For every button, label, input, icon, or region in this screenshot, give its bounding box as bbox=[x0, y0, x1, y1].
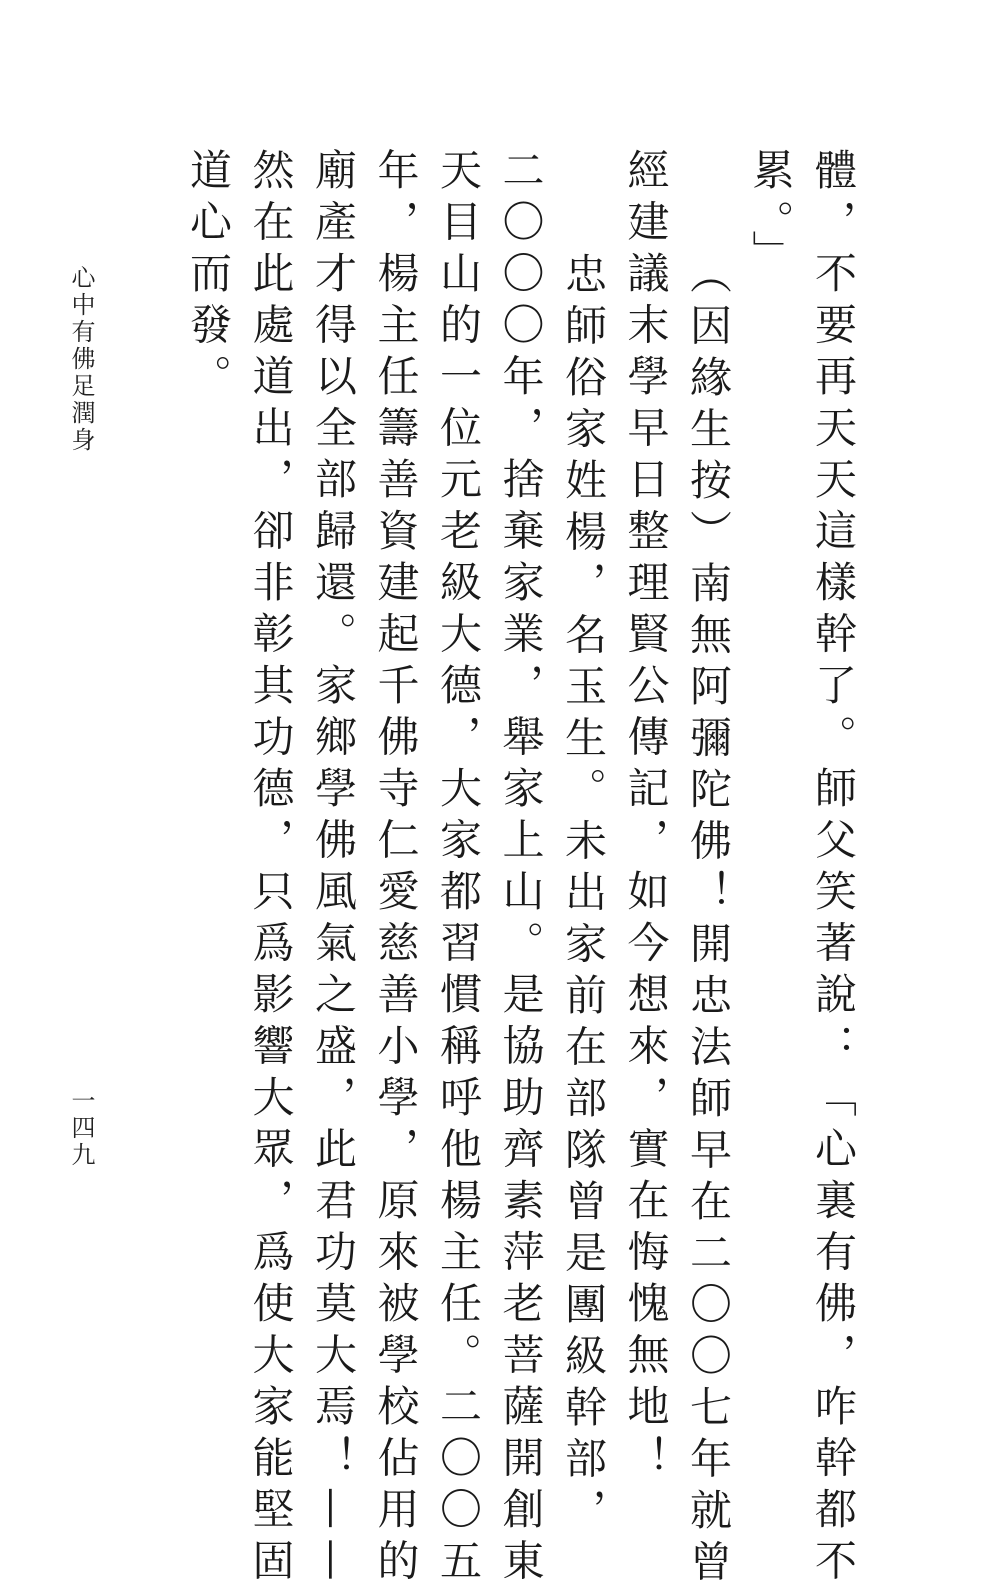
text-line: 體，不要再天天這樣幹了。師父笑著說：「心裏有佛，咋幹都不 bbox=[809, 148, 858, 1590]
text-line: 道心而發。 bbox=[184, 148, 233, 406]
text-line: 廟產才得以全部歸還。家鄉學佛風氣之盛，此君功莫大焉！—— bbox=[309, 148, 358, 1590]
text-line: 年，楊主任籌善資建起千佛寺仁愛慈善小學，原來被學校佔用的 bbox=[371, 148, 421, 1590]
text-line: （因緣生按）南無阿彌陀佛！開忠法師早在二〇〇七年就曾 bbox=[684, 252, 733, 1591]
page-number: 一四九 bbox=[67, 1088, 95, 1169]
text-line: 經建議末學早日整理賢公傳記，如今想來，實在悔愧無地！ bbox=[621, 148, 671, 1487]
running-header: 心中有佛足潤身 bbox=[67, 265, 95, 454]
text-line: 天目山的一位元老級大德，大家都習慣稱呼他楊主任。二〇〇五 bbox=[434, 148, 483, 1590]
text-line: 然在此處道出，卻非彰其功德，只爲影響大眾，爲使大家能堅固 bbox=[246, 148, 296, 1590]
text-line: 累。」 bbox=[746, 148, 796, 282]
text-line: 忠師俗家姓楊，名玉生。未出家前在部隊曾是團級幹部， bbox=[559, 252, 608, 1540]
body-text bbox=[177, 148, 865, 1591]
text-line: 二〇〇〇年，捨棄家業，舉家上山。是協助齊素萍老菩薩開創東 bbox=[496, 148, 546, 1590]
